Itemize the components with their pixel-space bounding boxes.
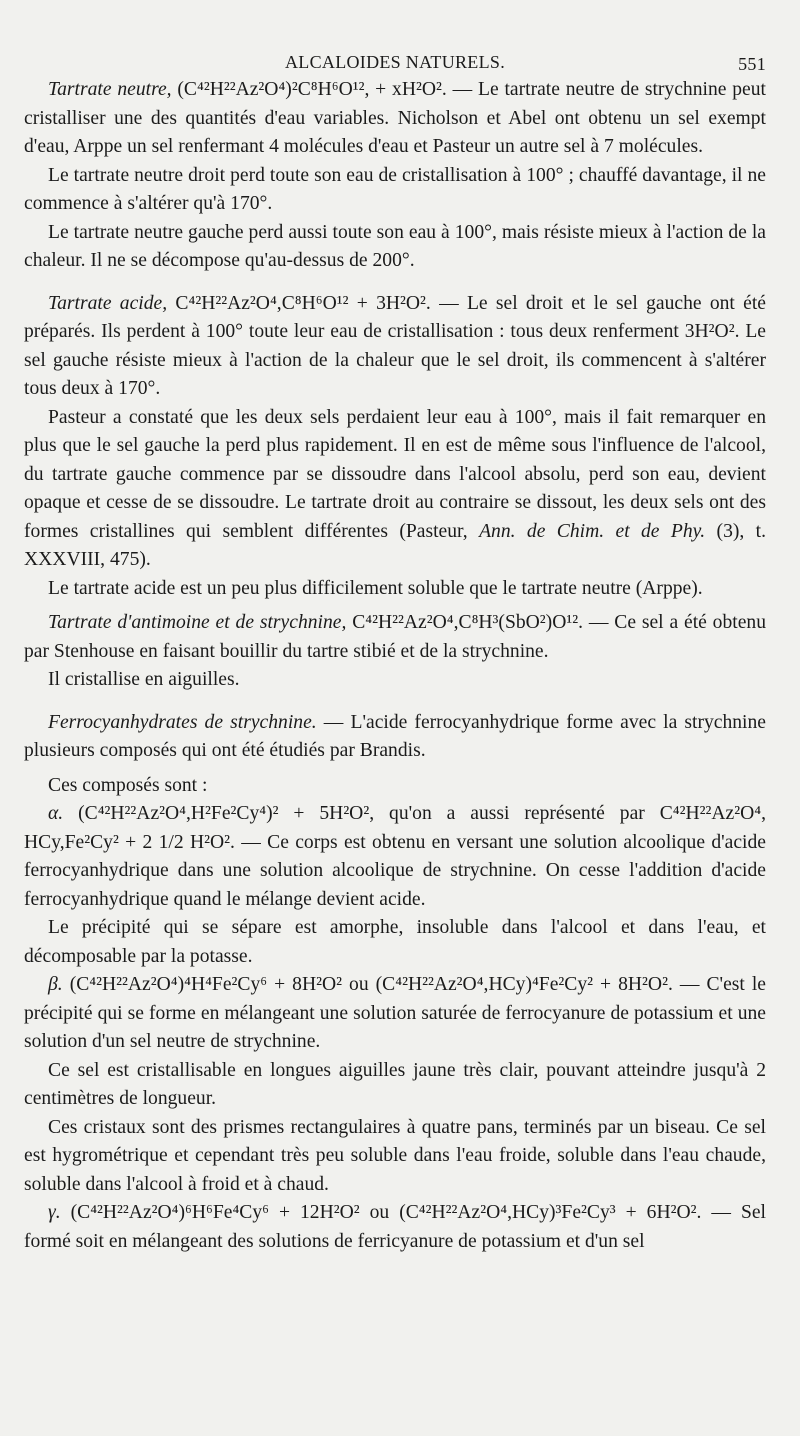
paragraph-antimoine: Tartrate d'antimoine et de strychnine, C⁴²H²²Az²O⁴,C⁸H³(SbO²)O¹². — Ce sel a été obtenu par Stenhouse en faisant bouillir du tartre stibié et de la strychnine.	[24, 612, 767, 662]
paragraph-aiguilles: Il cristallise en aiguilles.	[48, 669, 240, 690]
paragraph-beta: β. (C⁴²H²²Az²O⁴)⁴H⁴Fe²Cy⁶ + 8H²O² ou (C⁴²H²²Az²O⁴,HCy)⁴Fe²Cy² + 8H²O². — C'est le précipité qui se forme en mélangeant une solution saturée de ferrocyanure de potassium et une solution d'un sel neutre de strychnine.	[24, 974, 766, 1052]
paragraph-gamma: γ. (C⁴²H²²Az²O⁴)⁶H⁶Fe⁴Cy⁶ + 12H²O² ou (C⁴²H²²Az²O⁴,HCy)³Fe²Cy³ + 6H²O². — Sel formé soit en mélangeant des solutions de ferricyanure de potassium et d'un sel	[24, 1202, 766, 1252]
paragraph-tartrate-neutre: Tartrate neutre, (C⁴²H²²Az²O⁴)²C⁸H⁶O¹², + xH²O². — Le tartrate neutre de strychnine peut cristalliser une des quantités d'eau variables. Nicholson et Abel ont obtenu un sel exempt d'eau, Arppe un sel renfermant 4 molécules d'eau et Pasteur un autre sel à 7 molécules.	[24, 79, 766, 157]
paragraph-alpha: α. (C⁴²H²²Az²O⁴,H²Fe²Cy⁴)² + 5H²O², qu'on a aussi représenté par C⁴²H²²Az²O⁴, HCy,Fe²Cy² + 2 1/2 H²O². — Ce corps est obtenu en versant une solution alcoolique d'acide ferrocyanhydrique dans une solution alcoolique de strychnine. On cesse l'addition d'acide ferrocyanhydrique quand le mélange devient acide.	[24, 803, 766, 910]
running-title: ALCALOIDES NATURELS.	[285, 52, 505, 72]
paragraph-ferrocyanhydrates: Ferrocyanhydrates de strychnine. — L'acide ferrocyanhydrique forme avec la strychnine plusieurs composés qui ont été étudiés par Brandis.	[24, 711, 766, 761]
paragraph-tartrate-gauche: Le tartrate neutre gauche perd aussi toute son eau à 100°, mais résiste mieux à l'action de la chaleur. Il ne se décompose qu'au-dessus de 200°.	[24, 221, 766, 271]
paragraph-cristaux: Ces cristaux sont des prismes rectangulaires à quatre pans, terminés par un biseau. Ce sel est hygrométrique et cependant très peu soluble dans l'eau froide, soluble dans l'eau chaude, soluble dans l'alcool à froid et à chaud.	[24, 1116, 766, 1195]
paragraph-tartrate-droit: Le tartrate neutre droit perd toute son eau de cristallisation à 100° ; chauffé davantage, il ne commence à s'altérer qu'à 170°.	[24, 164, 766, 214]
citation: Ann. de Chim. et de Phy.	[479, 520, 706, 542]
paragraph-precipite: Le précipité qui se sépare est amorphe, insoluble dans l'alcool et dans l'eau, et décomposable par la potasse.	[24, 917, 766, 967]
paragraph-solubility: Le tartrate acide est un peu plus difficilement soluble que le tartrate neutre (Arppe).	[48, 577, 703, 599]
document-page	[24, 46, 766, 1256]
page-number: 551	[738, 54, 766, 74]
paragraph-cristallisable: Ce sel est cristallisable en longues aiguilles jaune très clair, pouvant atteindre jusqu'à 2 centimètres de longueur.	[24, 1059, 766, 1109]
running-header	[24, 46, 766, 76]
paragraph-tartrate-acide: Tartrate acide, C⁴²H²²Az²O⁴,C⁸H⁶O¹² + 3H²O². — Le sel droit et le sel gauche ont été préparés. Ils perdent à 100° toute leur eau de cristallisation : tous deux renferment 3H²O². Le sel gauche résiste mieux à l'action de la chaleur que le sel droit, ils commencent à s'altérer tous deux à 170°.	[24, 292, 766, 399]
paragraph-pasteur: Pasteur a constaté que les deux sels perdaient leur eau à 100°, mais il fait remarquer en plus que le sel gauche la perd plus rapidement. Il en est de même sous l'influence de l'alcool, du tartrate gauche commence par se dissoudre dans l'alcool absolu, perd son eau, devient opaque et cesse de se dissoudre. Le tartrate droit au contraire se dissout, les deux sels ont des formes cristallines qui semblent différentes (Pasteur, Ann. de Chim. et de Phy. (3), t. XXXVIII, 475).	[24, 406, 767, 570]
paragraph-composes: Ces composés sont :	[48, 774, 208, 796]
